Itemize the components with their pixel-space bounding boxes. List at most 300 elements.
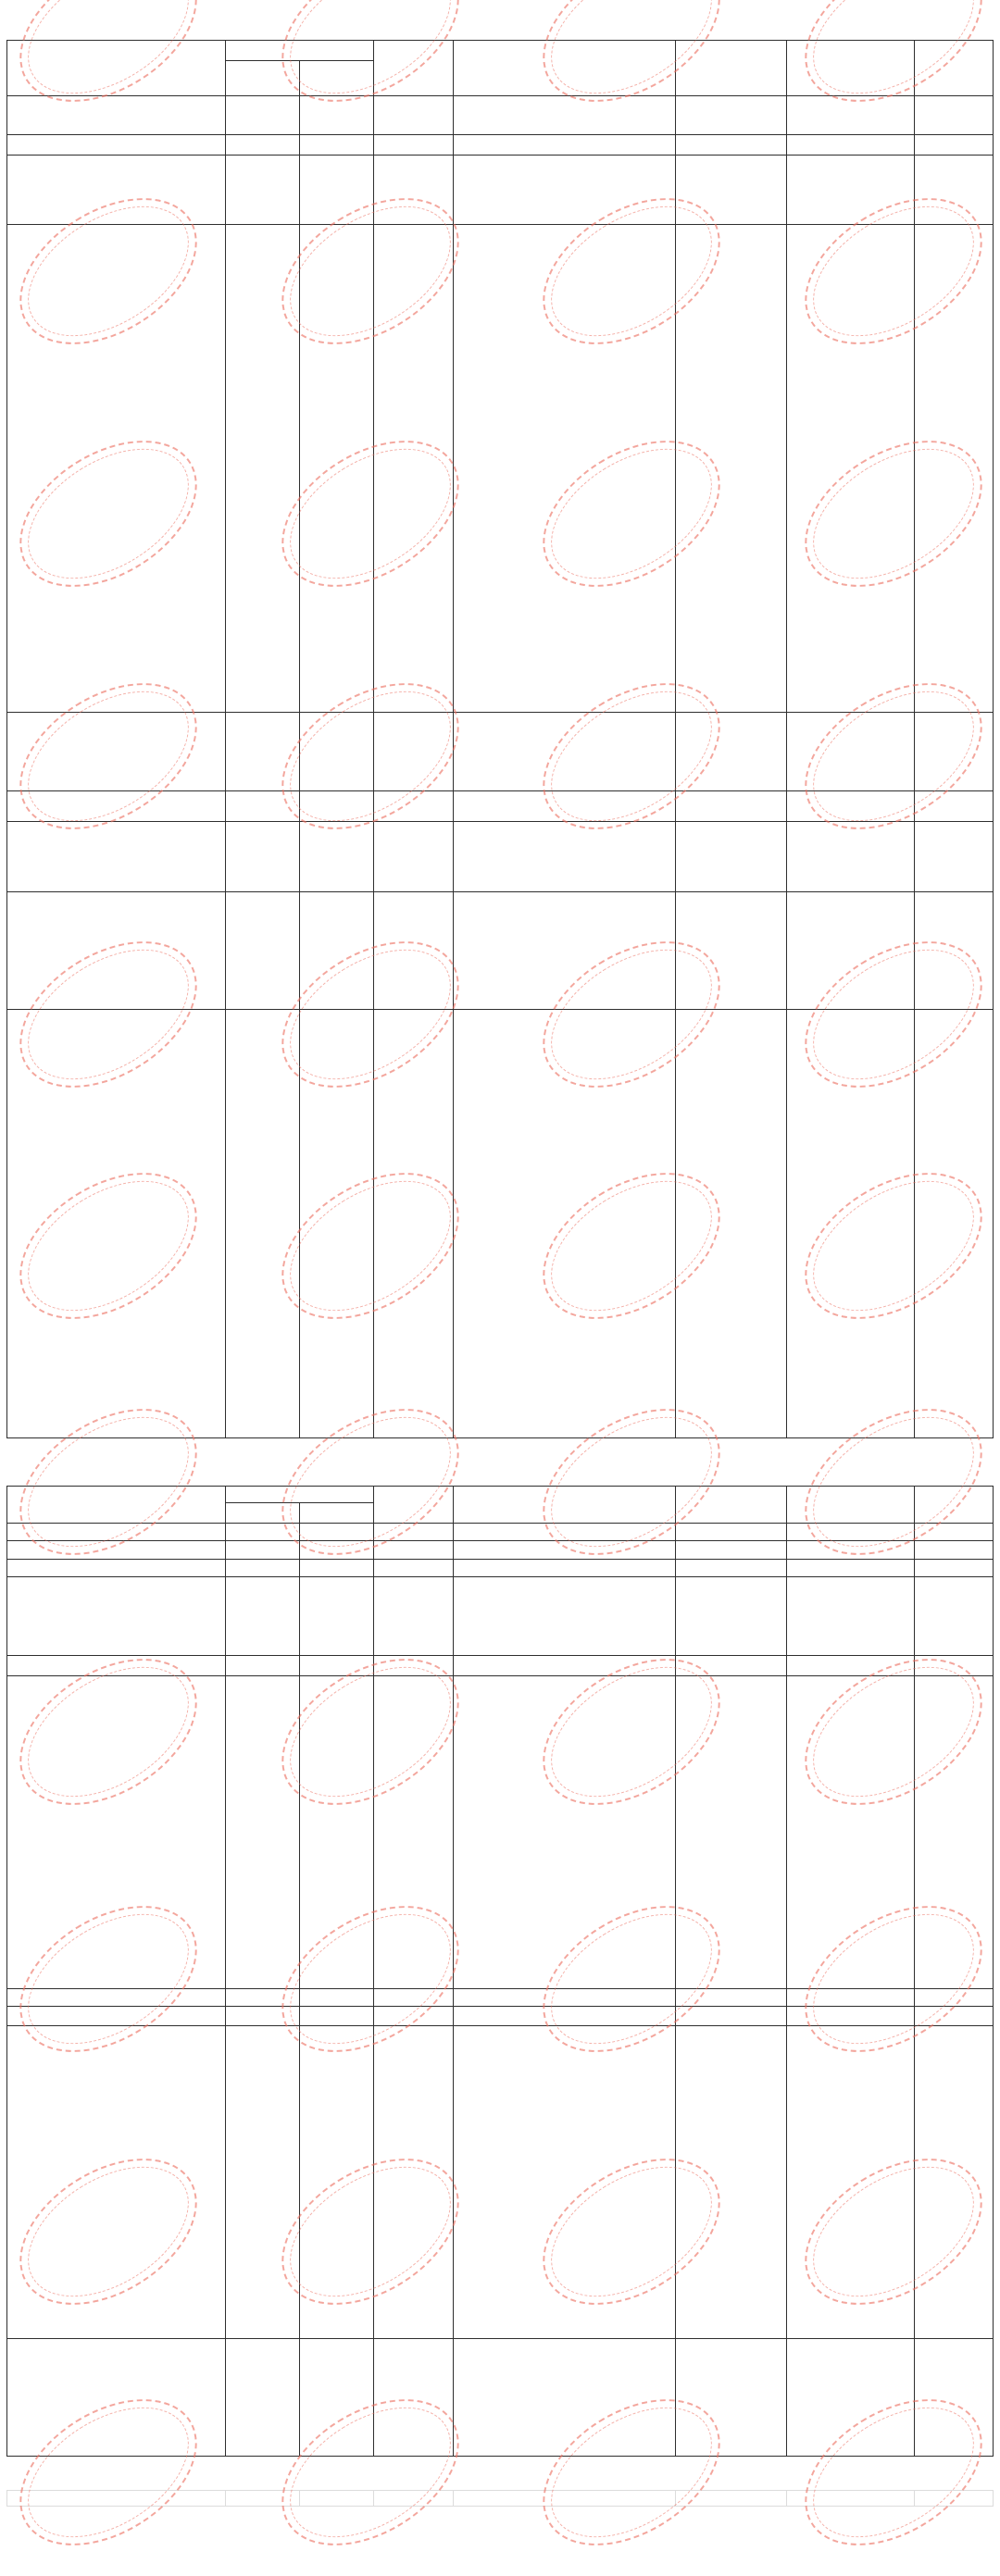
category-row-professional [7,1989,994,2007]
direction-item [10,1126,225,1146]
major-full-time [226,1560,300,1577]
empty-cell [787,2007,915,2026]
direction-item [10,2298,225,2318]
empty-cell [787,1010,915,1438]
faded-table-row [6,2490,994,2507]
empty-cell [454,1560,676,1577]
empty-cell [454,96,676,135]
header-part-time [300,61,374,96]
empty-cell [300,892,374,1010]
directions-row [7,2339,994,2457]
empty-cell [676,1524,787,1541]
direction-item [10,478,225,497]
major-recommended [374,156,454,225]
direction-item [10,1735,225,1754]
empty-cell [915,1010,994,1438]
empty-cell [374,2339,454,2457]
direction-item [10,1832,225,1851]
category-label [7,1541,226,1560]
exam-subject-item [456,771,675,790]
empty-cell [374,2026,454,2339]
header-part-time [300,1503,374,1524]
major-name-cell [7,156,226,225]
direction-item [10,439,225,458]
major-full-time [226,822,300,892]
exam-subject-item [456,429,675,449]
empty-cell [915,713,994,791]
direction-item [10,225,225,244]
major-recommended [374,822,454,892]
direction-item [10,691,225,711]
directions-list [7,713,226,791]
header-full-time [226,61,300,96]
empty-cell [915,2026,994,2339]
direction-item [10,2436,225,2456]
empty-cell [915,2491,994,2507]
header-name [7,1487,226,1524]
direction-item [10,2162,225,2182]
direction-item [10,303,225,322]
major-part-time [300,2007,374,2026]
exam-subjects [454,713,676,791]
exam-subjects [454,1577,676,1656]
direction-item [10,1379,225,1399]
empty-cell [454,1989,676,2007]
direction-item [10,1301,225,1321]
direction-item [10,1088,225,1107]
empty-cell [454,156,676,225]
empty-cell [676,96,787,135]
header-remarks [915,41,994,96]
header-plan-group [226,41,374,61]
empty-cell [915,2339,994,2457]
exam-subject-item [456,1636,675,1655]
empty-cell [787,1989,915,2007]
empty-cell [915,156,994,225]
empty-cell [676,225,787,713]
empty-cell [300,1541,374,1560]
direction-item [10,1107,225,1126]
empty-cell [226,1676,300,1989]
empty-cell [374,1541,454,1560]
empty-cell [915,1656,994,1676]
header-exam [454,41,676,96]
header-plan-group [226,1487,374,1503]
empty-cell [454,135,676,156]
header-recommended [374,1487,454,1524]
direction-item [10,1243,225,1263]
direction-item [10,594,225,614]
direction-item [10,2026,225,2046]
empty-cell [676,1656,787,1676]
empty-cell [915,822,994,892]
empty-cell [676,791,787,822]
exam-subjects [454,1676,676,1989]
empty-cell [454,791,676,822]
direction-item [10,1360,225,1379]
enrollment-table-302 [6,40,994,1438]
college-part-time-cell [300,96,374,135]
direction-item [10,1968,225,1987]
empty-cell [374,1577,454,1656]
direction-item [10,1263,225,1282]
empty-cell [787,892,915,1010]
empty-cell [676,1989,787,2007]
exam-subject-item [456,2202,675,2221]
empty-cell [300,2491,374,2507]
direction-item [10,1049,225,1068]
empty-cell [226,2026,300,2339]
exam-subject-item [456,752,675,771]
direction-item [10,264,225,283]
exam-subject-item [456,1813,675,1833]
direction-item [10,2221,225,2240]
empty-cell [915,1524,994,1541]
direction-item [10,2046,225,2065]
direction-item [10,2065,225,2084]
major-part-time [300,1560,374,1577]
major-part-time [300,822,374,892]
direction-item [10,342,225,361]
exam-subject-item [456,951,675,970]
direction-item [10,1929,225,1948]
category-label [7,1989,226,2007]
direction-item [10,2123,225,2143]
empty-cell [676,2339,787,2457]
direction-item [10,2182,225,2201]
empty-cell [676,1560,787,1577]
empty-cell [915,1560,994,1577]
major-name-cell [7,822,226,892]
empty-cell [300,1989,374,2007]
empty-cell [454,1524,676,1541]
header-recommended [374,41,454,96]
direction-item [10,322,225,342]
empty-cell [676,1676,787,1989]
header-row [7,1487,994,1503]
empty-cell [374,1676,454,1989]
empty-cell [374,2491,454,2507]
empty-cell [226,1541,300,1560]
direction-item [10,1204,225,1224]
directions-list [7,2026,226,2339]
empty-cell [787,1676,915,1989]
directions-row [7,1676,994,1989]
direction-item [10,497,225,516]
direction-item [10,1773,225,1793]
empty-cell [7,2491,226,2507]
major-row [7,1560,994,1577]
direction-item [10,951,225,970]
empty-cell [787,2491,915,2507]
exam-subjects [454,892,676,1010]
direction-item [10,419,225,439]
empty-cell [374,791,454,822]
empty-cell [454,2491,676,2507]
empty-cell [300,1676,374,1989]
direction-item [10,633,225,653]
exam-subject-item [456,1616,675,1636]
direction-item [10,516,225,536]
major-recommended [374,1560,454,1577]
exam-subject-item [456,2183,675,2202]
direction-item [10,1321,225,1340]
directions-row [7,713,994,791]
major-part-time [300,156,374,225]
empty-cell [454,2007,676,2026]
empty-cell [787,2026,915,2339]
directions-list [7,225,226,713]
directions-list [7,1010,226,1438]
category-row-academic [7,135,994,156]
direction-item [10,1577,225,1597]
direction-item [10,2104,225,2123]
college-part-time-cell [300,1524,374,1541]
category-row-professional [7,791,994,822]
empty-cell [454,822,676,892]
direction-item [10,1185,225,1204]
empty-cell [300,2026,374,2339]
major-recommended [374,2007,454,2026]
college-row [7,96,994,135]
college-recommended-cell [374,96,454,135]
empty-cell [226,713,300,791]
college-full-time-cell [226,96,300,135]
empty-cell [676,1010,787,1438]
directions-row [7,2026,994,2339]
exam-subject-item [456,931,675,951]
empty-cell [226,1010,300,1438]
direction-item [10,283,225,303]
direction-item [10,653,225,672]
direction-item [10,912,225,931]
empty-cell [676,713,787,791]
major-full-time [226,2007,300,2026]
empty-cell [300,1577,374,1656]
empty-cell [787,225,915,713]
empty-cell [915,225,994,713]
empty-cell [300,1010,374,1438]
college-row [7,1524,994,1541]
empty-cell [374,1989,454,2007]
major-name-cell [7,2007,226,2026]
category-row-academic [7,1541,994,1560]
direction-item [10,555,225,575]
empty-cell [915,135,994,156]
empty-cell [787,96,915,135]
empty-cell [676,822,787,892]
direction-item [10,1010,225,1029]
empty-cell [787,1577,915,1656]
exam-subject-item [456,449,675,468]
exam-subject-item [456,970,675,989]
empty-cell [226,1989,300,2007]
direction-item [10,931,225,951]
empty-cell [226,2339,300,2457]
empty-cell [226,791,300,822]
exam-subject-item [456,1794,675,1813]
direction-item [10,575,225,594]
empty-cell [787,1560,915,1577]
direction-item [10,1851,225,1871]
empty-cell [676,892,787,1010]
enrollment-table-303 [6,1486,994,2457]
empty-cell [915,1577,994,1656]
empty-cell [787,713,915,791]
direction-item [10,989,225,1009]
exam-subject-item [456,732,675,752]
major-row [7,1656,994,1676]
directions-row [7,225,994,713]
empty-cell [915,2007,994,2026]
empty-cell [676,2491,787,2507]
empty-cell [300,791,374,822]
exam-subject-item [456,1597,675,1616]
empty-cell [374,1010,454,1438]
empty-cell [676,1541,787,1560]
direction-item [10,614,225,633]
direction-item [10,2084,225,2104]
direction-item [10,2240,225,2259]
direction-item [10,2143,225,2162]
empty-cell [454,1010,676,1438]
empty-cell [787,2339,915,2457]
empty-cell [787,822,915,892]
major-row [7,822,994,892]
faded-row [7,2491,994,2507]
major-part-time [300,1656,374,1676]
header-exam [454,1487,676,1524]
exam-subject-item [456,2163,675,2183]
empty-cell [915,1541,994,1560]
direction-item [10,2201,225,2221]
empty-cell [915,892,994,1010]
empty-cell [226,892,300,1010]
empty-cell [676,135,787,156]
exam-subjects [454,225,676,713]
direction-item [10,244,225,264]
college-remarks [915,96,994,135]
empty-cell [676,2026,787,2339]
direction-item [10,1715,225,1735]
empty-cell [915,1989,994,2007]
header-full-time [226,1503,300,1524]
direction-item [10,713,225,732]
major-full-time [226,1656,300,1676]
empty-cell [226,135,300,156]
header-remarks [915,1487,994,1524]
empty-cell [787,1524,915,1541]
empty-cell [676,156,787,225]
direction-item [10,2339,225,2358]
empty-cell [226,2491,300,2507]
exam-subject-item [456,2144,675,2163]
empty-cell [787,1656,915,1676]
empty-cell [374,225,454,713]
empty-cell [676,2007,787,2026]
direction-item [10,1029,225,1049]
directions-list [7,1676,226,1989]
direction-item [10,380,225,400]
empty-cell [300,135,374,156]
direction-item [10,970,225,989]
direction-item [10,1165,225,1185]
exam-subject-item [456,1852,675,1872]
empty-cell [676,1577,787,1656]
direction-item [10,1224,225,1243]
directions-list [7,2339,226,2457]
exam-subject-item [456,1833,675,1852]
major-name-cell [7,1560,226,1577]
exam-subjects [454,2026,676,2339]
empty-cell [226,1577,300,1656]
direction-item [10,1754,225,1773]
major-row [7,2007,994,2026]
major-row [7,156,994,225]
direction-item [10,1676,225,1696]
direction-item [10,1282,225,1301]
header-equivalent [787,1487,915,1524]
direction-item [10,1418,225,1437]
empty-cell [915,791,994,822]
direction-item [10,1696,225,1715]
direction-item [10,361,225,380]
direction-item [10,536,225,555]
empty-cell [787,1541,915,1560]
exam-subject-item [456,488,675,507]
empty-cell [787,791,915,822]
direction-item [10,2397,225,2417]
exam-subject-item [456,713,675,732]
direction-item [10,2417,225,2436]
empty-cell [374,713,454,791]
header-retest [676,1487,787,1524]
directions-list [7,1577,226,1656]
direction-item [10,1812,225,1832]
header-name [7,41,226,96]
empty-cell [374,892,454,1010]
direction-item [10,2279,225,2298]
direction-item [10,1399,225,1418]
direction-item [10,1793,225,1812]
header-equivalent [787,41,915,96]
empty-cell [454,2339,676,2457]
empty-cell [300,2339,374,2457]
header-row [7,41,994,61]
direction-item [10,2378,225,2397]
empty-cell [374,135,454,156]
direction-item [10,892,225,912]
directions-row [7,1577,994,1656]
empty-cell [787,156,915,225]
directions-row [7,1010,994,1438]
category-label [7,791,226,822]
direction-item [10,1910,225,1929]
major-full-time [226,156,300,225]
major-recommended [374,1656,454,1676]
header-retest [676,41,787,96]
direction-item [10,1340,225,1360]
direction-item [10,400,225,419]
empty-cell [454,1541,676,1560]
directions-row [7,892,994,1010]
direction-item [10,672,225,691]
college-name-cell [7,1524,226,1541]
college-recommended-cell [374,1524,454,1541]
major-name-cell [7,1656,226,1676]
exam-subject-item [456,1577,675,1597]
empty-cell [226,225,300,713]
